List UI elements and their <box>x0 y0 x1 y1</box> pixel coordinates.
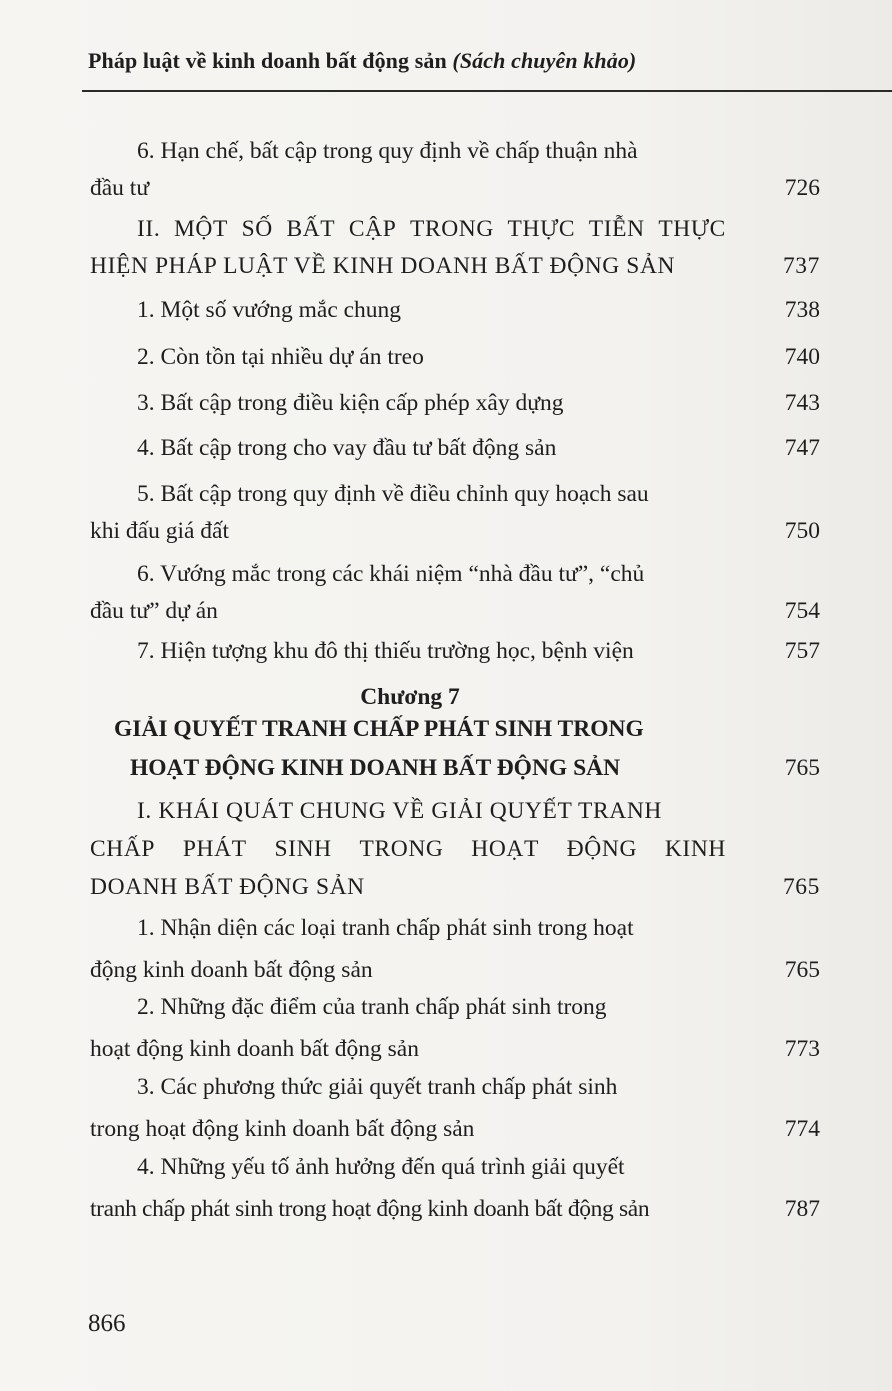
toc-entry-text: 1. Nhận diện các loại tranh chấp phát sinh trong hoạt <box>137 915 634 941</box>
toc-page-number: 737 <box>782 253 820 279</box>
toc-entry <box>90 385 820 422</box>
toc-page-number: 740 <box>784 344 820 370</box>
toc-entry-text: II. MỘT SỐ BẤT CẬP TRONG THỰC TIỄN THỰC <box>137 216 726 242</box>
toc-entry-text: 6. Vướng mắc trong các khái niệm “nhà đầu tư”, “chủ <box>137 561 645 587</box>
toc-entry-text: 7. Hiện tượng khu đô thị thiếu trường học, bệnh viện <box>137 638 634 664</box>
toc-entry-text: 6. Hạn chế, bất cập trong quy định về chấp thuận nhà <box>137 138 638 164</box>
toc-page-number: 774 <box>784 1116 820 1142</box>
toc-page-number: 726 <box>784 175 820 201</box>
toc-entry <box>90 633 820 670</box>
toc-entry-text: DOANH BẤT ĐỘNG SẢN <box>90 874 365 900</box>
toc-section-entry <box>90 211 820 285</box>
toc-page-number: 765 <box>784 957 820 983</box>
toc-entry <box>90 556 820 630</box>
toc-page-number: 765 <box>782 874 820 900</box>
toc-page-number: 765 <box>784 755 820 781</box>
toc-entry-text: động kinh doanh bất động sản <box>90 957 373 983</box>
toc-entry-text: HIỆN PHÁP LUẬT VỀ KINH DOANH BẤT ĐỘNG SẢN <box>90 253 676 279</box>
toc-page-number: 743 <box>784 390 820 416</box>
toc-entry-text: tranh chấp phát sinh trong hoạt động kinh doanh bất động sản <box>90 1196 650 1222</box>
toc-page-number: 754 <box>784 598 820 624</box>
toc-page-number: 750 <box>784 518 820 544</box>
toc-entry <box>90 989 820 1068</box>
page-folio: 866 <box>88 1310 126 1337</box>
toc-entry-text: 4. Bất cập trong cho vay đầu tư bất động sản <box>137 435 557 461</box>
toc-entry-text: 3. Các phương thức giải quyết tranh chấp phát sinh <box>137 1074 618 1100</box>
toc-entry-text: đầu tư” dự án <box>90 598 218 624</box>
running-head <box>88 48 728 74</box>
toc-entry <box>90 133 820 207</box>
toc-entry <box>90 430 820 467</box>
chapter-label: Chương 7 <box>360 684 460 710</box>
toc-entry <box>90 1149 820 1228</box>
toc-page-number: 773 <box>784 1036 820 1062</box>
chapter-title-entry <box>90 750 820 787</box>
toc-page-number: 757 <box>784 638 820 664</box>
toc-entry-text: khi đấu giá đất <box>90 518 230 544</box>
toc-entry-text: 3. Bất cập trong điều kiện cấp phép xây dựng <box>137 390 564 416</box>
toc-entry <box>90 292 820 329</box>
toc-section-entry <box>90 793 820 906</box>
running-head-title: Pháp luật về kinh doanh bất động sản <box>88 48 447 73</box>
toc-entry-text: CHẤP PHÁT SINH TRONG HOẠT ĐỘNG KINH <box>90 836 726 862</box>
toc-entry-text: 5. Bất cập trong quy định về điều chỉnh quy hoạch sau <box>137 481 649 507</box>
running-head-subtitle: (Sách chuyên khảo) <box>452 48 637 73</box>
toc-entry-text: trong hoạt động kinh doanh bất động sản <box>90 1116 475 1142</box>
toc-entry-text: 2. Còn tồn tại nhiều dự án treo <box>137 344 424 370</box>
toc-entry <box>90 1069 820 1148</box>
toc-entry-text: 4. Những yếu tố ảnh hưởng đến quá trình giải quyết <box>137 1154 625 1180</box>
toc-entry <box>90 339 820 376</box>
toc-page-number: 747 <box>784 435 820 461</box>
toc-page-number: 787 <box>784 1196 820 1222</box>
toc-entry-text: hoạt động kinh doanh bất động sản <box>90 1036 419 1062</box>
header-rule <box>82 90 892 92</box>
chapter-title-line1: GIẢI QUYẾT TRANH CHẤP PHÁT SINH TRONG <box>114 716 644 742</box>
toc-entry <box>90 476 820 550</box>
toc-entry <box>90 910 820 989</box>
toc-entry-text: I. KHÁI QUÁT CHUNG VỀ GIẢI QUYẾT TRANH <box>137 798 662 824</box>
chapter-title-line2: HOẠT ĐỘNG KINH DOANH BẤT ĐỘNG SẢN <box>130 755 621 781</box>
toc-entry-text: 1. Một số vướng mắc chung <box>137 297 402 323</box>
toc-page-number: 738 <box>784 297 820 323</box>
toc-entry-text: đầu tư <box>90 175 150 201</box>
toc-entry-text: 2. Những đặc điểm của tranh chấp phát sinh trong <box>137 994 607 1020</box>
